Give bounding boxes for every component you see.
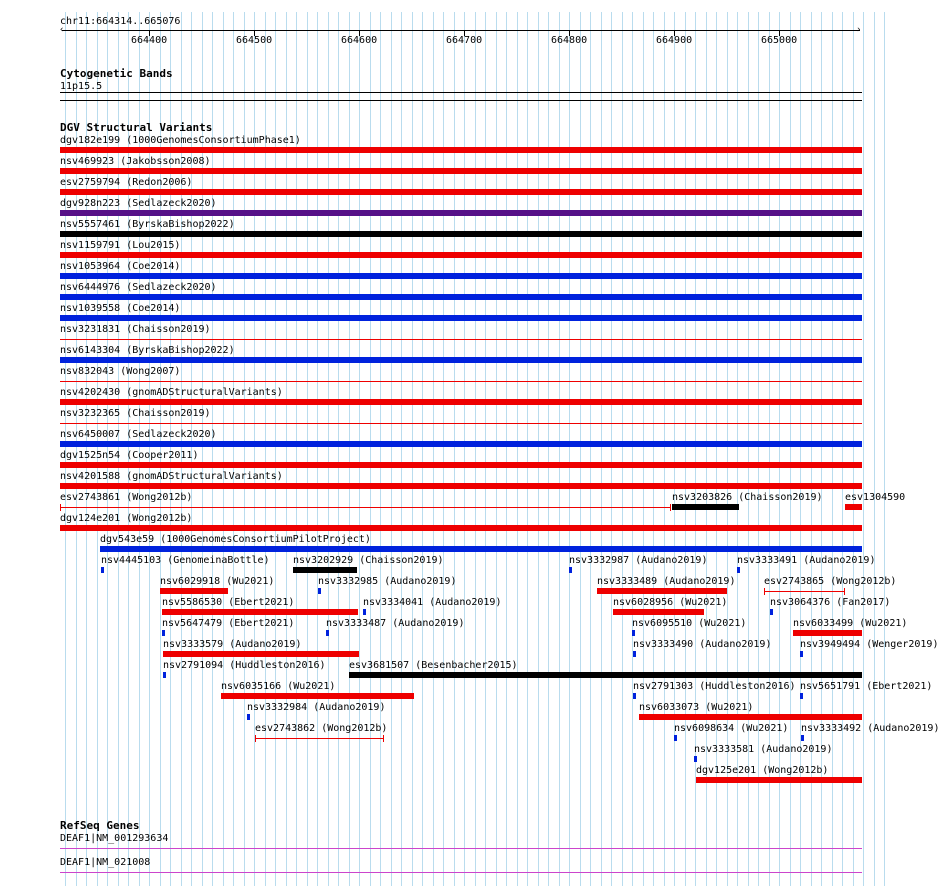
- dgv-feature-line[interactable]: [764, 591, 844, 592]
- refseq-gene-label[interactable]: DEAF1|NM_001293634: [60, 833, 169, 844]
- dgv-feature-bar[interactable]: [569, 567, 572, 573]
- dgv-feature-bar[interactable]: [60, 423, 862, 424]
- dgv-feature-label[interactable]: nsv6033073 (Wu2021): [639, 702, 754, 713]
- dgv-feature-label[interactable]: nsv1053964 (Coe2014): [60, 261, 181, 272]
- ruler-tick-label: 664800: [551, 35, 588, 46]
- dgv-feature-label[interactable]: nsv3334041 (Audano2019): [363, 597, 502, 608]
- dgv-feature-label[interactable]: nsv6028956 (Wu2021): [613, 597, 728, 608]
- dgv-feature-bar[interactable]: [60, 231, 862, 237]
- ruler-tick-label: 664700: [446, 35, 483, 46]
- dgv-feature-label[interactable]: nsv3333581 (Audano2019): [694, 744, 833, 755]
- dgv-feature-bar[interactable]: [60, 273, 862, 279]
- dgv-feature-label[interactable]: nsv4201588 (gnomADStructuralVariants): [60, 471, 283, 482]
- dgv-feature-bar[interactable]: [60, 399, 862, 405]
- dgv-feature-label[interactable]: nsv5651791 (Ebert2021): [800, 681, 933, 692]
- dgv-feature-label[interactable]: nsv3333489 (Audano2019): [597, 576, 736, 587]
- dgv-feature-bar[interactable]: [60, 381, 862, 382]
- dgv-feature-label[interactable]: nsv3333487 (Audano2019): [326, 618, 465, 629]
- refseq-gene-label[interactable]: DEAF1|NM_021008: [60, 857, 151, 868]
- dgv-feature-line[interactable]: [60, 507, 670, 508]
- dgv-feature-label[interactable]: nsv6444976 (Sedlazeck2020): [60, 282, 217, 293]
- ruler-tick-label: 665000: [761, 35, 798, 46]
- dgv-feature-label[interactable]: nsv3232365 (Chaisson2019): [60, 408, 211, 419]
- dgv-feature-label[interactable]: dgv125e201 (Wong2012b): [696, 765, 829, 776]
- dgv-feature-endcap: [383, 735, 384, 742]
- dgv-feature-bar[interactable]: [60, 357, 862, 363]
- dgv-feature-bar[interactable]: [101, 567, 104, 573]
- refseq-gene-line[interactable]: [60, 872, 862, 873]
- dgv-feature-bar[interactable]: [60, 525, 862, 531]
- dgv-feature-label[interactable]: nsv832043 (Wong2007): [60, 366, 181, 377]
- dgv-feature-label[interactable]: esv1304590: [845, 492, 906, 503]
- dgv-feature-bar[interactable]: [60, 168, 862, 174]
- dgv-feature-bar[interactable]: [100, 546, 862, 552]
- dgv-feature-label[interactable]: nsv3333491 (Audano2019): [737, 555, 876, 566]
- dgv-feature-bar[interactable]: [247, 714, 250, 720]
- dgv-feature-bar[interactable]: [639, 714, 862, 720]
- dgv-feature-label[interactable]: dgv182e199 (1000GenomesConsortiumPhase1): [60, 135, 301, 146]
- dgv-feature-label[interactable]: nsv3203826 (Chaisson2019): [672, 492, 823, 503]
- dgv-feature-bar[interactable]: [674, 735, 677, 741]
- dgv-feature-bar[interactable]: [801, 735, 804, 741]
- dgv-feature-endcap: [670, 504, 671, 511]
- dgv-feature-label[interactable]: nsv5586530 (Ebert2021): [162, 597, 295, 608]
- dgv-feature-bar[interactable]: [163, 651, 359, 657]
- dgv-feature-label[interactable]: esv2743861 (Wong2012b): [60, 492, 193, 503]
- refseq-gene-line[interactable]: [60, 848, 862, 849]
- dgv-feature-bar[interactable]: [163, 672, 166, 678]
- dgv-feature-bar[interactable]: [363, 609, 366, 615]
- dgv-feature-bar[interactable]: [318, 588, 321, 594]
- dgv-feature-endcap: [844, 588, 845, 595]
- dgv-feature-bar[interactable]: [60, 441, 862, 447]
- ruler-tick-label: 664900: [656, 35, 693, 46]
- dgv-feature-label[interactable]: nsv1159791 (Lou2015): [60, 240, 181, 251]
- dgv-feature-label[interactable]: dgv124e201 (Wong2012b): [60, 513, 193, 524]
- location-label: chr11:664314..665076: [60, 16, 181, 27]
- track-separator: [60, 100, 862, 101]
- ruler-left-arrow-icon[interactable]: ‹: [59, 25, 65, 35]
- cytoband-track-title[interactable]: Cytogenetic Bands: [60, 67, 173, 80]
- dgv-feature-bar[interactable]: [633, 693, 636, 699]
- dgv-feature-label[interactable]: esv3681507 (Besenbacher2015): [349, 660, 518, 671]
- dgv-feature-label[interactable]: nsv5557461 (ByrskaBishop2022): [60, 219, 235, 230]
- dgv-feature-label[interactable]: nsv6450007 (Sedlazeck2020): [60, 429, 217, 440]
- cytoband-label: 11p15.5: [60, 81, 103, 92]
- dgv-feature-bar[interactable]: [845, 504, 862, 510]
- dgv-feature-label[interactable]: nsv3949494 (Wenger2019): [800, 639, 939, 650]
- dgv-feature-label[interactable]: nsv6033499 (Wu2021): [793, 618, 908, 629]
- dgv-feature-label[interactable]: nsv3332984 (Audano2019): [247, 702, 386, 713]
- dgv-feature-label[interactable]: nsv6095510 (Wu2021): [632, 618, 747, 629]
- dgv-feature-bar[interactable]: [60, 147, 862, 153]
- refseq-track-title[interactable]: RefSeq Genes: [60, 819, 140, 832]
- ruler-line: [62, 30, 860, 31]
- dgv-feature-endcap: [255, 735, 256, 742]
- dgv-feature-label[interactable]: nsv1039558 (Coe2014): [60, 303, 181, 314]
- dgv-feature-bar[interactable]: [221, 693, 414, 699]
- dgv-feature-label[interactable]: dgv1525n54 (Cooper2011): [60, 450, 199, 461]
- dgv-feature-label[interactable]: nsv6035166 (Wu2021): [221, 681, 336, 692]
- dgv-feature-label[interactable]: nsv3332985 (Audano2019): [318, 576, 457, 587]
- dgv-feature-label[interactable]: nsv4202430 (gnomADStructuralVariants): [60, 387, 283, 398]
- dgv-feature-bar[interactable]: [632, 630, 635, 636]
- dgv-feature-bar[interactable]: [349, 672, 862, 678]
- dgv-feature-label[interactable]: nsv3202929 (Chaisson2019): [293, 555, 444, 566]
- dgv-feature-bar[interactable]: [293, 567, 357, 573]
- dgv-feature-bar[interactable]: [800, 693, 803, 699]
- dgv-feature-bar[interactable]: [800, 651, 803, 657]
- ruler-tick-label: 664400: [131, 35, 168, 46]
- dgv-feature-label[interactable]: dgv928n223 (Sedlazeck2020): [60, 198, 217, 209]
- dgv-feature-bar[interactable]: [793, 630, 862, 636]
- dgv-feature-bar[interactable]: [60, 339, 862, 340]
- ruler-right-arrow-icon[interactable]: ›: [856, 25, 862, 35]
- dgv-feature-bar[interactable]: [60, 189, 862, 195]
- dgv-feature-label[interactable]: nsv469923 (Jakobsson2008): [60, 156, 211, 167]
- dgv-feature-bar[interactable]: [597, 588, 727, 594]
- dgv-feature-label[interactable]: nsv3231831 (Chaisson2019): [60, 324, 211, 335]
- dgv-feature-label[interactable]: nsv3333490 (Audano2019): [633, 639, 772, 650]
- dgv-feature-bar[interactable]: [162, 630, 165, 636]
- dgv-feature-label[interactable]: esv2759794 (Redon2006): [60, 177, 193, 188]
- dgv-feature-label[interactable]: nsv4445103 (GenomeinaBottle): [101, 555, 270, 566]
- dgv-feature-bar[interactable]: [162, 609, 358, 615]
- dgv-feature-label[interactable]: esv2743865 (Wong2012b): [764, 576, 897, 587]
- dgv-feature-label[interactable]: esv2743862 (Wong2012b): [255, 723, 388, 734]
- dgv-feature-bar[interactable]: [326, 630, 329, 636]
- dgv-feature-label[interactable]: nsv6098634 (Wu2021): [674, 723, 789, 734]
- dgv-feature-endcap: [764, 588, 765, 595]
- dgv-feature-label[interactable]: nsv5647479 (Ebert2021): [162, 618, 295, 629]
- dgv-feature-line[interactable]: [255, 738, 383, 739]
- dgv-feature-bar[interactable]: [737, 567, 740, 573]
- dgv-feature-bar[interactable]: [160, 588, 228, 594]
- dgv-feature-bar[interactable]: [694, 756, 697, 762]
- dgv-feature-label[interactable]: nsv3333579 (Audano2019): [163, 639, 302, 650]
- dgv-feature-bar[interactable]: [60, 483, 862, 489]
- dgv-feature-label[interactable]: dgv543e59 (1000GenomesConsortiumPilotProject): [100, 534, 371, 545]
- cytoband-track-line[interactable]: [60, 92, 862, 93]
- dgv-feature-label[interactable]: nsv3332987 (Audano2019): [569, 555, 708, 566]
- dgv-feature-bar[interactable]: [60, 252, 862, 258]
- dgv-feature-bar[interactable]: [60, 294, 862, 300]
- dgv-feature-label[interactable]: nsv6029918 (Wu2021): [160, 576, 275, 587]
- dgv-feature-label[interactable]: nsv6143304 (ByrskaBishop2022): [60, 345, 235, 356]
- dgv-feature-bar[interactable]: [60, 210, 862, 216]
- dgv-feature-bar[interactable]: [770, 609, 773, 615]
- ruler-tick-label: 664600: [341, 35, 378, 46]
- dgv-feature-bar[interactable]: [60, 462, 862, 468]
- dgv-track-title[interactable]: DGV Structural Variants: [60, 121, 213, 134]
- dgv-feature-label[interactable]: nsv3064376 (Fan2017): [770, 597, 891, 608]
- dgv-feature-label[interactable]: nsv2791303 (Huddleston2016): [633, 681, 796, 692]
- dgv-feature-bar[interactable]: [60, 315, 862, 321]
- dgv-feature-endcap: [60, 504, 61, 511]
- dgv-feature-label[interactable]: nsv3333492 (Audano2019): [801, 723, 939, 734]
- ruler-tick-label: 664500: [236, 35, 273, 46]
- dgv-feature-bar[interactable]: [696, 777, 862, 783]
- dgv-feature-bar[interactable]: [672, 504, 739, 510]
- dgv-feature-label[interactable]: nsv2791094 (Huddleston2016): [163, 660, 326, 671]
- dgv-feature-bar[interactable]: [613, 609, 704, 615]
- dgv-feature-bar[interactable]: [633, 651, 636, 657]
